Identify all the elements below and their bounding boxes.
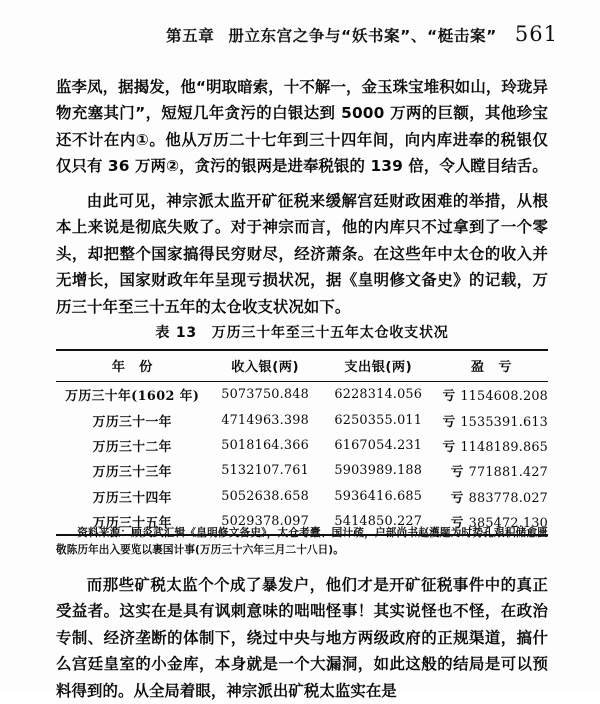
paragraph-3: 而那些矿税太监个个成了暴发户，他们才是开矿征税事件中的真正受益者。这实在是具有讽刺意味的咄咄怪事！其实说怪也不怪，在政治专制、经济垄断的体制下，绕过中央与地方两级政府的正规渠道，搞什么宫廷皇室的小金库，本身就是一个大漏洞，如此这般的结局是可以预料得到的。从全局着眼，神宗派出矿税太监实在是	[56, 576, 548, 700]
cell-income: 4714963.398	[221, 412, 309, 428]
paragraph-1-block	[56, 74, 548, 180]
deficit-flag: 亏	[450, 490, 464, 506]
cell-balance	[435, 382, 548, 408]
cell-income: 5018164.366	[221, 437, 309, 453]
paragraph-2: 由此可见，神宗派太监开矿征税来缓解宫廷财政困难的举措，从根本上来说是彻底失败了。对于神宗而言，他的内库只不过拿到了一个零头，却把整个国家搞得民穷财尽，经济萧条。在这些年中太仓的收入并无增长，国家财政年年呈现亏损状况，据《皇明修文备史》的记载，万历三十年至三十五年的太仓收支状况如下。	[56, 192, 548, 316]
chapter-title: 册立东宫之争与“妖书案”、“梃击案”	[228, 27, 497, 45]
cell-income: 5132107.761	[221, 463, 309, 479]
balance-value: 385472.130	[468, 516, 548, 532]
table-row	[56, 484, 548, 509]
cell-balance	[435, 407, 548, 432]
cell-expense: 6250355.011	[334, 412, 423, 428]
column-header-income: 收入银(两)	[231, 360, 299, 375]
cell-balance	[435, 433, 548, 458]
cell-income: 5073750.848	[221, 387, 309, 403]
column-header-expense: 支出银(两)	[344, 360, 413, 375]
paragraph-3-block	[56, 572, 548, 704]
cell-expense: 5414850.227	[334, 514, 423, 530]
balance-value: 1535391.613	[460, 414, 548, 430]
cell-expense: 5903989.188	[334, 463, 423, 479]
cell-year: 万历三十二年	[92, 439, 172, 455]
cell-year: 万历三十四年	[92, 490, 172, 506]
balance-value: 1154608.208	[460, 389, 548, 405]
table-body	[56, 382, 548, 536]
running-head-text	[166, 24, 497, 46]
table-row	[56, 458, 548, 483]
source-note-text: 资料来源：顾炎武汇辑《皇明修文备史》，太仓考蠹、国计疏，户部尚书赵濩题为时势孔艰积储愈匮敬陈历年出入要览以裹国计事(万历三十六年三月二十八日)。	[56, 527, 548, 556]
chapter-label: 第五章	[166, 27, 215, 45]
paragraph-1: 监李凤，据揭发，他“明取暗索，十不解一，金玉珠宝堆积如山，玲珑异物充塞其门”，短短几年贪污的白银达到 5000 万两的巨额，其他珍宝还不计在内①。他从万历二十七年到三十四年间，向内库进奉的税银仅仅只有 36 万两②，贪污的银两是进奉税银的 139 倍，令人瞠目结舌。	[56, 78, 548, 176]
cell-balance	[435, 458, 548, 483]
deficit-flag: 亏	[442, 389, 456, 405]
column-header-year: 年 份	[111, 360, 153, 375]
cell-year: 万历三十年(1602 年)	[65, 389, 200, 405]
cell-expense: 6228314.056	[334, 387, 423, 403]
table-caption: 表 13 万历三十年至三十五年太仓收支状况	[155, 325, 449, 341]
table-block	[56, 322, 548, 536]
table-header-row	[56, 350, 548, 382]
deficit-flag: 亏	[442, 439, 456, 455]
cell-expense: 5936416.685	[334, 488, 423, 504]
cell-income: 5052638.658	[221, 488, 309, 504]
table-source-note	[56, 525, 548, 558]
table-head	[56, 350, 548, 382]
balance-value: 771881.427	[468, 465, 548, 481]
page-number: 561	[514, 22, 558, 46]
cell-income: 5029378.097	[221, 514, 309, 530]
balance-value: 1148189.865	[460, 439, 548, 455]
column-header-balance: 盈 亏	[470, 360, 512, 375]
cell-year: 万历三十一年	[92, 414, 172, 430]
deficit-flag: 亏	[450, 516, 464, 532]
deficit-flag: 亏	[442, 414, 456, 430]
taicang-revenue-table	[56, 349, 548, 536]
cell-year: 万历三十三年	[92, 465, 172, 481]
deficit-flag: 亏	[450, 465, 464, 481]
cell-balance	[435, 484, 548, 509]
running-head	[56, 22, 558, 46]
paragraph-2-block	[56, 188, 548, 320]
cell-year: 万历三十五年	[92, 516, 172, 532]
table-row	[56, 433, 548, 458]
table-row	[56, 407, 548, 432]
table-row	[56, 382, 548, 408]
cell-expense: 6167054.231	[334, 437, 423, 453]
balance-value: 883778.027	[468, 490, 548, 506]
